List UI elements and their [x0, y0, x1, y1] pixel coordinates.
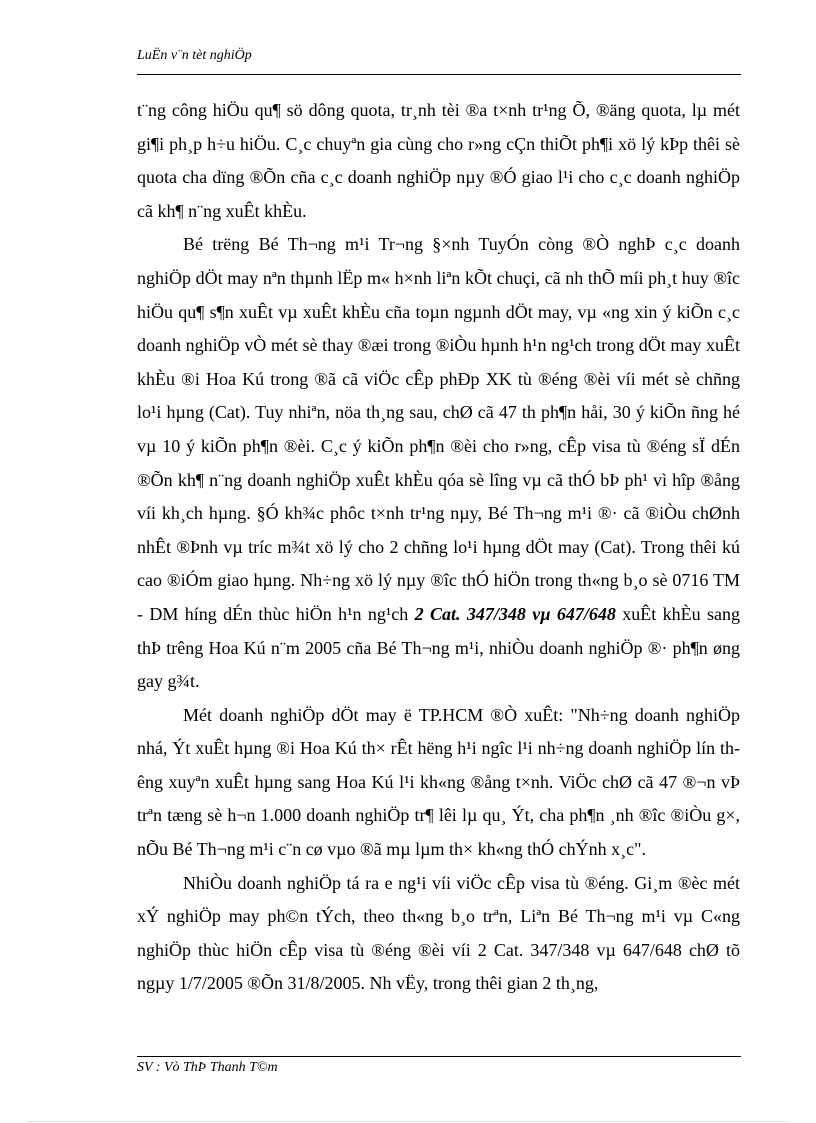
running-header: LuËn v¨n tèt nghiÖp [137, 48, 252, 63]
emphasis-categories: 2 Cat. 347/348 vµ 647/648 [414, 603, 616, 624]
footer-student: SV : Vò ThÞ Thanh T©m [137, 1060, 278, 1075]
paragraph-minister-proposal [137, 228, 740, 698]
paragraph-continuation [137, 94, 740, 228]
paragraph-text: Bé trëng Bé Th¬ng m¹i Tr¬ng §×nh TuyÓn còng ®Ò nghÞ c¸c doanh nghiÖp dÖt may nªn thµnh lËp m« h×nh liªn kÕt chuçi, cã nh thÕ míi ph¸t huy ®îc hiÖu qu¶ s¶n xuÊt vµ xuÊt khÈu cña toµn ngµnh dÖt may, vµ «ng xin ý kiÕn c¸c doanh nghiÖp vÒ mét sè thay ®æi trong ®iÒu hµnh h¹n ng¹ch trong dÖt may xuÊt khÈu ®i Hoa Kú trong ®ã cã viÖc cÊp phÐp XK tù ®éng ®èi víi mét sè chñng lo¹i hµng (Cat). Tuy nhiªn, nöa th¸ng sau, chØ cã 47 th ph¶n håi, 30 ý kiÕn ñng hé vµ 10 ý kiÕn ph¶n ®èi. C¸c ý kiÕn ph¶n ®èi cho r»ng, cÊp visa tù ®éng sÏ dÉn ®Õn kh¶ n¨ng doanh nghiÖp xuÊt khÈu qóa sè lîng vµ cã thÓ bÞ ph¹ vì hîp ®ång víi kh¸ch hµng. §Ó kh¾c phôc t×nh tr¹ng nµy, Bé Th¬ng m¹i ®· cã ®iÒu chØnh nhÊt ®Þnh vµ tríc m¾t xö lý cho 2 chñng lo¹i hµng dÖt may (Cat). Trong thêi kú cao ®iÓm giao hµng. Nh÷ng xö lý nµy ®îc thÓ hiÖn trong th«ng b¸o sè 0716 TM - DM híng dÉn thùc hiÖn h¹n ng¹ch [137, 234, 740, 624]
header-divider [137, 74, 741, 75]
paragraph-text: t¨ng công hiÖu qu¶ sö dông quota, tr¸nh tèi ®a t×nh tr¹ng Õ, ®äng quota, lµ mét gi¶i ph¸p h÷u hiÖu. C¸c chuyªn gia cùng cho r»ng cÇn thiÕt ph¶i xö lý kÞp thêi sè quota cha dïng ®Õn cña c¸c doanh nghiÖp nµy ®Ó giao l¹i cho c¸c doanh nghiÖp cã kh¶ n¨ng xuÊt khÈu. [137, 100, 740, 221]
paragraph-enterprise-quote [137, 699, 740, 867]
paragraph-text: NhiÒu doanh nghiÖp tá ra e ng¹i víi viÖc cÊp visa tù ®éng. Gi¸m ®èc mét xÝ nghiÖp may ph©n tÝch, theo th«ng b¸o trªn, Liªn Bé Th¬ng m¹i vµ C«ng nghiÖp thùc hiÖn cÊp visa tù ®éng ®èi víi 2 Cat. 347/348 vµ 647/648 chØ tõ ngµy 1/7/2005 ®Õn 31/8/2005. Nh vËy, trong thêi gian 2 th¸ng, [137, 872, 740, 994]
page-edge [28, 1121, 788, 1122]
paragraph-visa-concerns [137, 867, 740, 1001]
document-body [137, 94, 740, 1001]
paragraph-text: Mét doanh nghiÖp dÖt may ë TP.HCM ®Ò xuÊt: "Nh÷ng doanh nghiÖp nhá, Ýt xuÊt hµng ®i Hoa Kú th× rÊt hëng h¹i ngîc l¹i nh÷ng doanh nghiÖp lín thêng xuyªn xuÊt hµng sang Hoa Kú l¹i kh«ng ®ång t×nh. ViÖc chØ cã 47 ®¬n vÞ trªn tæng sè h¬n 1.000 doanh nghiÖp tr¶ lêi lµ qu¸ Ýt, cha ph¶n ¸nh ®îc ®iÒu g×, nÕu Bé Th¬ng m¹i c¨n cø vµo ®ã mµ lµm th× kh«ng thÓ chÝnh x¸c". [137, 704, 740, 860]
footer-divider [137, 1056, 741, 1057]
paragraph-text-after: xuÊt khÈu sang thÞ trêng Hoa Kú n¨m 2005 cña Bé Th¬ng m¹i, nhiÒu doanh nghiÖp ®· ph¶n øng gay g¾t. [137, 603, 740, 692]
